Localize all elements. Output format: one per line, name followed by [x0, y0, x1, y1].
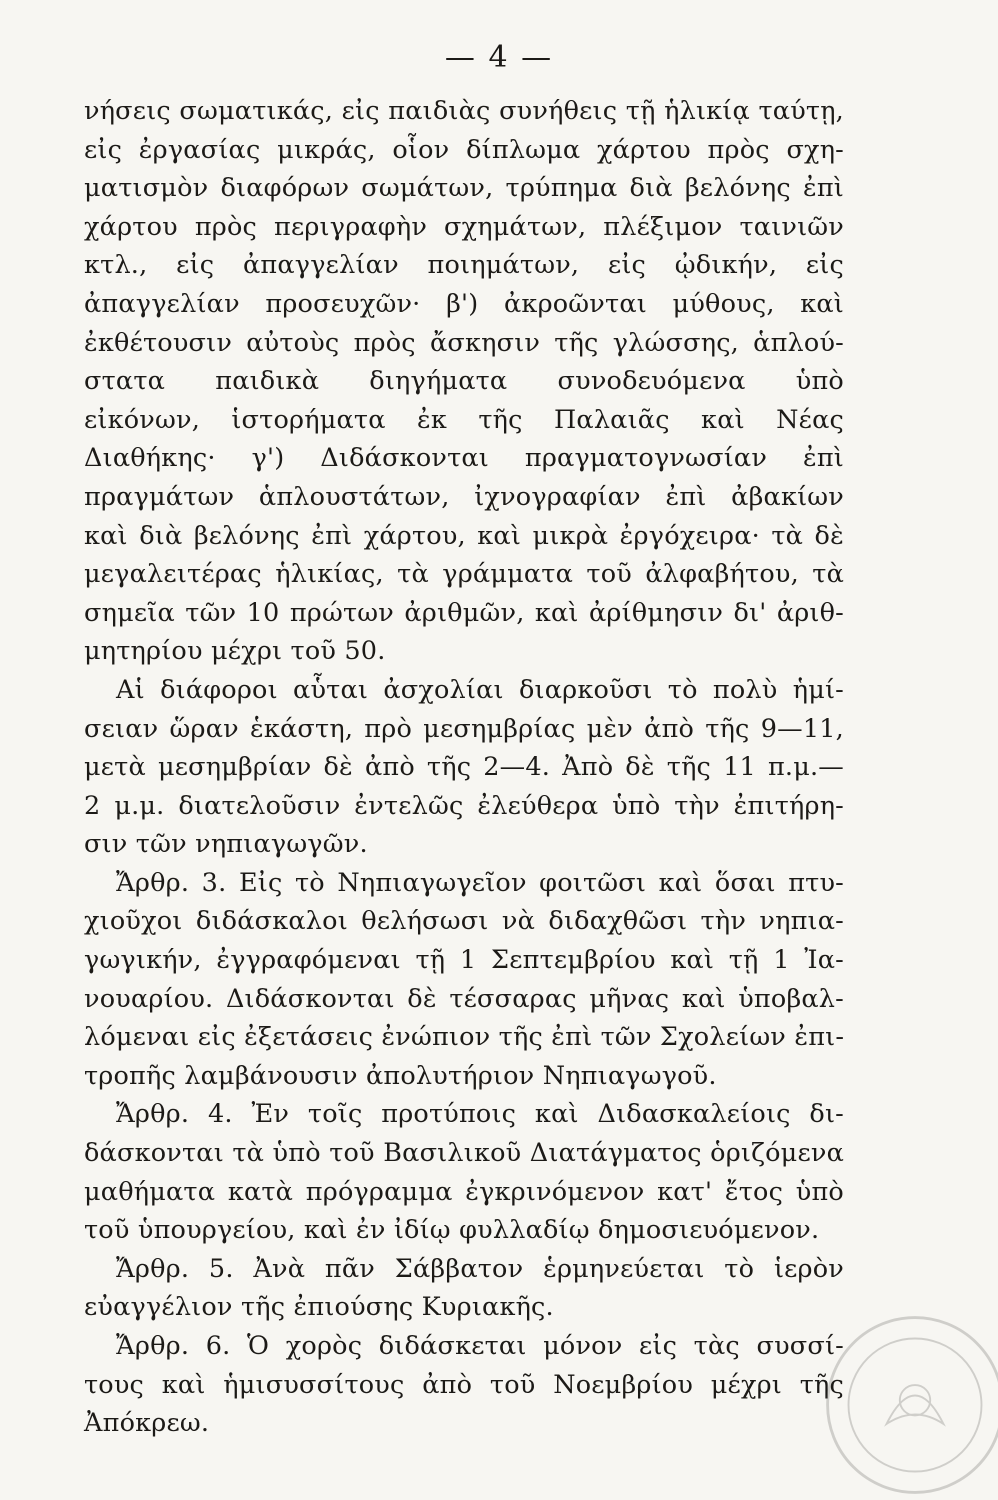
text-line: τους καὶ ἡμισυσσίτους ἀπὸ τοῦ Νοεμβρίου μέχρι τῆς	[84, 1369, 844, 1400]
text-line: εὐαγγέλιον τῆς ἐπιούσης Κυριακῆς.	[84, 1292, 554, 1323]
text-line: εἰς ἐργασίας μικράς, οἷον δίπλωμα χάρτου πρὸς σχη-	[84, 134, 844, 165]
page-body	[84, 92, 844, 1443]
text-line: τοῦ ὑπουργείου, καὶ ἐν ἰδίῳ φυλλαδίῳ δημοσιευόμενον.	[84, 1215, 820, 1246]
text-line: χιοῦχοι διδάσκαλοι θελήσωσι νὰ διδαχθῶσι τὴν νηπια-	[84, 906, 844, 937]
text-line: νουαρίου. Διδάσκονται δὲ τέσσαρας μῆνας καὶ ὑποβαλ-	[84, 983, 844, 1014]
text-line: πραγμάτων ἁπλουστάτων, ἰχνογραφίαν ἐπὶ ἀβακίων	[84, 481, 844, 512]
text-line: σειαν ὥραν ἑκάστη, πρὸ μεσημβρίας μὲν ἀπὸ τῆς 9—11,	[84, 713, 844, 744]
text-line: εἰκόνων, ἱστορήματα ἐκ τῆς Παλαιᾶς καὶ Νέας	[84, 404, 844, 435]
text-line: Ἄρθρ. 3. Εἰς τὸ Νηπιαγωγεῖον φοιτῶσι καὶ ὅσαι πτυ-	[116, 867, 844, 898]
university-seal-watermark	[820, 1310, 998, 1500]
text-line: τροπῆς λαμβάνουσιν ἀπολυτήριον Νηπιαγωγοῦ.	[84, 1060, 717, 1091]
text-line: γωγικήν, ἐγγραφόμεναι τῇ 1 Σεπτεμβρίου καὶ τῇ 1 Ἰα-	[84, 945, 844, 976]
text-line: στατα παιδικὰ διηγήματα συνοδευόμενα ὑπὸ	[84, 366, 844, 397]
text-line: μητηρίου μέχρι τοῦ 50.	[84, 636, 386, 667]
text-line: σιν τῶν νηπιαγωγῶν.	[84, 829, 368, 860]
text-line: ματισμὸν διαφόρων σωμάτων, τρύπημα διὰ βελόνης ἐπὶ	[84, 173, 844, 204]
text-line: κτλ., εἰς ἀπαγγελίαν ποιημάτων, εἰς ᾠδικήν, εἰς	[84, 250, 844, 281]
text-line: Ἄρθρ. 4. Ἐν τοῖς προτύποις καὶ Διδασκαλείοις δι-	[116, 1099, 844, 1130]
page-number: — 4 —	[444, 40, 554, 75]
text-line: λόμεναι εἰς ἐξετάσεις ἐνώπιον τῆς ἐπὶ τῶν Σχολείων ἐπι-	[84, 1022, 845, 1053]
text-line: δάσκονται τὰ ὑπὸ τοῦ Βασιλικοῦ Διατάγματος ὁριζόμενα	[84, 1138, 844, 1169]
text-line: Αἱ διάφοροι αὗται ἀσχολίαι διαρκοῦσι τὸ πολὺ ἡμί-	[116, 674, 844, 705]
text-line: ἐκθέτουσιν αὐτοὺς πρὸς ἄσκησιν τῆς γλώσσης, ἁπλού-	[84, 327, 844, 358]
text-line: μετὰ μεσημβρίαν δὲ ἀπὸ τῆς 2—4. Ἀπὸ δὲ τῆς 11 π.μ.—	[84, 752, 844, 783]
text-line: 2 μ.μ. διατελοῦσιν ἐντελῶς ἐλεύθερα ὑπὸ τὴν ἐπιτήρη-	[84, 790, 844, 821]
text-line: χάρτου πρὸς περιγραφὴν σχημάτων, πλέξιμον ταινιῶν	[84, 211, 844, 242]
text-line: μεγαλειτέρας ἡλικίας, τὰ γράμματα τοῦ ἀλφαβήτου, τὰ	[84, 559, 844, 590]
text-line: νήσεις σωματικάς, εἰς παιδιὰς συνήθεις τῇ ἡλικίᾳ ταύτῃ,	[84, 96, 844, 126]
text-line: σημεῖα τῶν 10 πρώτων ἀριθμῶν, καὶ ἀρίθμησιν δι' ἀριθ-	[84, 597, 844, 628]
text-line: ἀπαγγελίαν προσευχῶν· β') ἀκροῶνται μύθους, καὶ	[84, 288, 844, 319]
text-line: μαθήματα κατὰ πρόγραμμα ἐγκρινόμενον κατ' ἔτος ὑπὸ	[84, 1176, 844, 1207]
text-line: Ἀπόκρεω.	[84, 1408, 210, 1439]
text-line: Ἄρθρ. 5. Ἀνὰ πᾶν Σάββατον ἑρμηνεύεται τὸ ἱερὸν	[116, 1253, 844, 1284]
text-line: Διαθήκης· γ') Διδάσκονται πραγματογνωσίαν ἐπὶ	[84, 443, 844, 474]
text-line: Ἄρθρ. 6. Ὁ χορὸς διδάσκεται μόνον εἰς τὰς συσσί-	[116, 1331, 844, 1361]
text-line: καὶ διὰ βελόνης ἐπὶ χάρτου, καὶ μικρὰ ἐργόχειρα· τὰ δὲ	[84, 520, 844, 551]
